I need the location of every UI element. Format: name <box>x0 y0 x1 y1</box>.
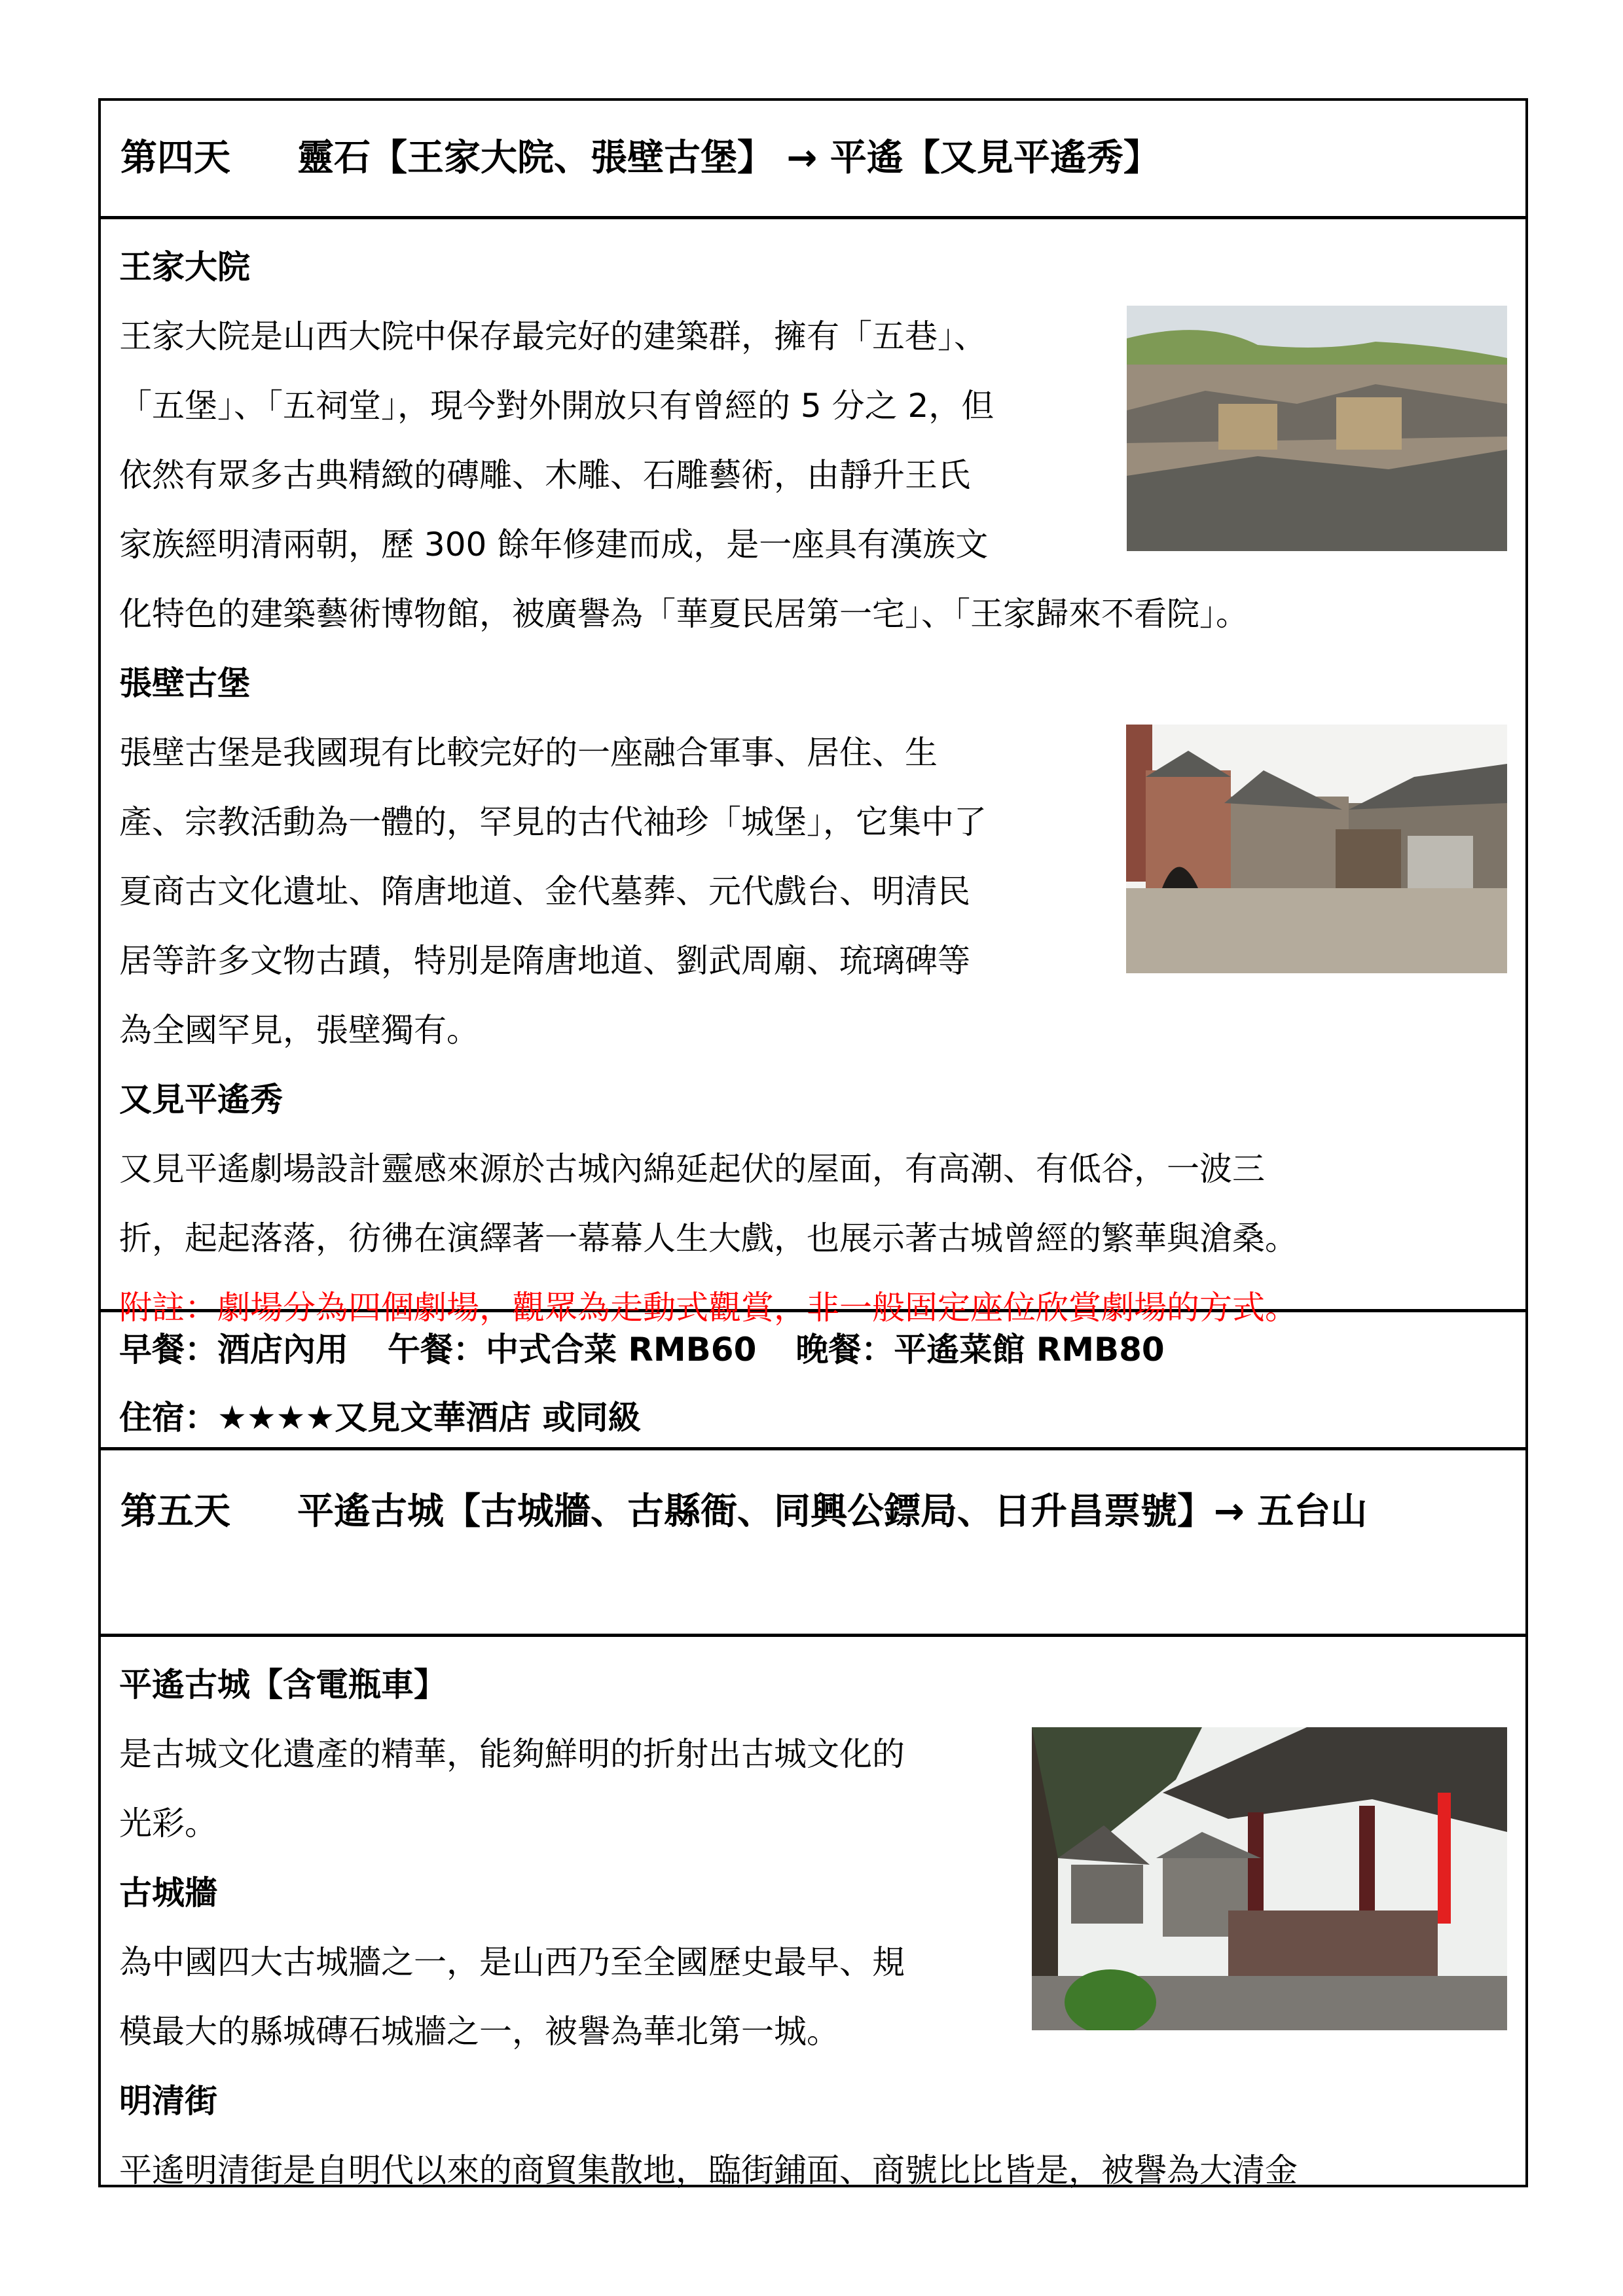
rooftops-image-icon <box>1127 306 1507 551</box>
paragraph-line: 依然有眾多古典精緻的磚雕、木雕、石雕藝術，由靜升王氏 <box>119 456 970 494</box>
day5-header-row <box>101 1450 1525 1637</box>
paragraph-line: 光彩。 <box>119 1804 217 1842</box>
day5-label: 第五天 <box>120 1490 230 1533</box>
day4-meals-row <box>101 1312 1525 1450</box>
section-heading: 古城牆 <box>119 1874 217 1912</box>
breakfast-info: 早餐：酒店內用 <box>119 1331 348 1369</box>
day4-header <box>101 126 1180 191</box>
section-heading: 王家大院 <box>119 248 250 286</box>
section-heading: 張壁古堡 <box>119 664 250 702</box>
paragraph-line: 王家大院是山西大院中保存最完好的建築群，擁有「五巷」、 <box>119 317 987 355</box>
paragraph-line: 居等許多文物古蹟，特別是隋唐地道、劉武周廟、琉璃碑等 <box>119 942 970 980</box>
paragraph-line: 為全國罕見，張壁獨有。 <box>119 1011 479 1049</box>
paragraph-line: 折，起起落落，彷彿在演繹著一幕幕人生大戲，也展示著古城曾經的繁華與滄桑。 <box>119 1219 1298 1257</box>
paragraph-line: 平遙明清街是自明代以來的商貿集散地，臨街鋪面、商號比比皆是，被譽為大清金 <box>119 2151 1298 2189</box>
zhangbi-castle-photo <box>1126 725 1507 973</box>
hotel-line <box>101 1384 1525 1452</box>
meals-line <box>101 1312 1525 1384</box>
paragraph-line: 為中國四大古城牆之一，是山西乃至全國歷史最早、規 <box>119 1943 905 1981</box>
section-heading: 又見平遙秀 <box>119 1081 283 1119</box>
paragraph-line: 模最大的縣城磚石城牆之一，被譽為華北第一城。 <box>119 2013 839 2051</box>
hotel-info: 住宿：★★★★又見文華酒店 或同級 <box>119 1399 641 1437</box>
section-ming-qing-street <box>119 2066 1507 2205</box>
day5-body <box>101 1637 1525 2205</box>
paragraph-line: 張壁古堡是我國現有比較完好的一座融合軍事、居住、生 <box>119 734 938 772</box>
wang-family-compound-photo <box>1127 306 1507 551</box>
paragraph-line: 夏商古文化遺址、隋唐地道、金代墓葬、元代戲台、明清民 <box>119 872 970 910</box>
section-pingyao-show <box>119 1065 1507 1342</box>
itinerary-table <box>98 98 1528 2187</box>
paragraph-line: 化特色的建築藝術博物館，被廣譽為「華夏民居第一宅」、「王家歸來不看院」。 <box>119 595 1249 633</box>
section-zhangbi-castle <box>119 649 1507 1065</box>
day5-header <box>101 1477 1525 1547</box>
paragraph-line: 是古城文化遺產的精華，能夠鮮明的折射出古城文化的 <box>119 1735 905 1773</box>
day4-header-row <box>101 101 1525 219</box>
bell-tower-image-icon <box>1032 1727 1507 2030</box>
day5-body-row <box>101 1637 1525 2189</box>
paragraph-line: 「五堡」、「五祠堂」，現今對外開放只有曾經的 5 分之 2，但 <box>119 387 994 425</box>
day5-title: 平遙古城【古城牆、古縣衙、同興公鏢局、日升昌票號】→ 五台山 <box>297 1490 1368 1533</box>
section-heading: 平遙古城【含電瓶車】 <box>119 1666 447 1704</box>
theatre-note: 附註：劇場分為四個劇場，觀眾為走動式觀賞，非一般固定座位欣賞劇場的方式。 <box>119 1289 1298 1327</box>
paragraph-line: 產、宗教活動為一體的，罕見的古代袖珍「城堡」，它集中了 <box>119 803 987 841</box>
dinner-info: 晚餐：平遙菜館 RMB80 <box>795 1331 1165 1369</box>
day4-title: 靈石【王家大院、張壁古堡】 → 平遙【又見平遙秀】 <box>297 137 1160 179</box>
pingyao-bell-tower-photo <box>1032 1727 1507 2030</box>
section-heading: 明清街 <box>119 2082 217 2120</box>
section-wang-family-compound <box>119 232 1507 649</box>
paragraph-line: 家族經明清兩朝，歷 300 餘年修建而成，是一座具有漢族文 <box>119 526 989 564</box>
paragraph-line: 又見平遙劇場設計靈感來源於古城內綿延起伏的屋面，有高潮、有低谷，一波三 <box>119 1150 1265 1188</box>
lunch-info: 午餐：中式合菜 RMB60 <box>388 1331 757 1369</box>
castle-courtyard-image-icon <box>1126 725 1507 973</box>
day4-body <box>101 219 1525 1342</box>
day4-label: 第四天 <box>120 137 230 179</box>
day4-body-row <box>101 219 1525 1327</box>
